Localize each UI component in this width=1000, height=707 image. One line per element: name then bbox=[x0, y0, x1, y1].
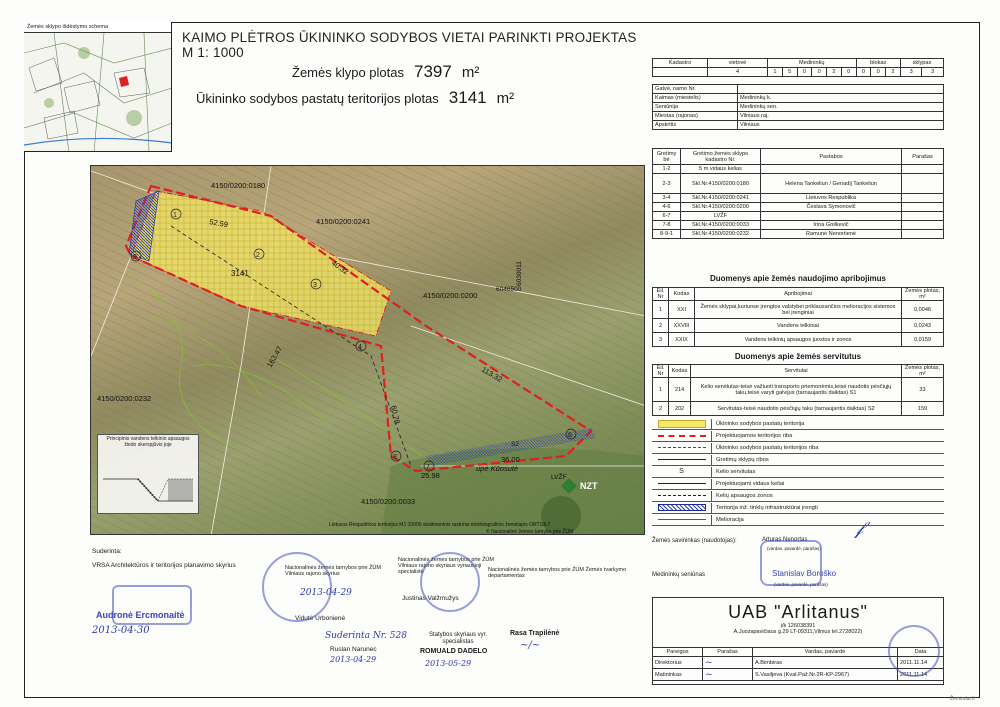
company-role: Matininkas bbox=[653, 669, 703, 681]
company-role: Direktorius bbox=[653, 657, 703, 669]
serv-code: 202 bbox=[669, 402, 691, 416]
neighbor-seg: 8-9-1 bbox=[653, 230, 681, 239]
neighbor-seg: 1-2 bbox=[653, 165, 681, 174]
profile-inset bbox=[97, 434, 199, 514]
area-label-2: Ūkininko sodybos pastatų teritorijos plotas bbox=[196, 91, 439, 106]
serv-area: 33 bbox=[902, 378, 944, 402]
cadastre-digit: 5 bbox=[782, 68, 797, 77]
servitudes-table bbox=[652, 364, 944, 416]
company-signature: ~ bbox=[703, 669, 753, 681]
neighbor-sign bbox=[902, 174, 944, 194]
neighbor-sign bbox=[902, 203, 944, 212]
legend-infrastructure bbox=[652, 502, 944, 514]
svg-text:52.59: 52.59 bbox=[208, 217, 229, 230]
svg-text:6030011: 6030011 bbox=[516, 261, 523, 286]
serv-nr: 2 bbox=[653, 402, 669, 416]
cadastre-h1: vietovė bbox=[708, 59, 768, 68]
neighbor-sign bbox=[902, 194, 944, 203]
svg-text:4: 4 bbox=[358, 344, 362, 351]
restr-code: XXI bbox=[669, 301, 695, 319]
neighbor-seg: 4-6 bbox=[653, 203, 681, 212]
legend-neighbor-boundaries bbox=[652, 454, 944, 466]
svg-text:6: 6 bbox=[568, 432, 572, 439]
legend-label: Kelio servitutas bbox=[716, 468, 756, 475]
owner-signature: 𝒻 bbox=[855, 518, 864, 539]
area-label: 3141 bbox=[231, 269, 249, 278]
restr-nr: 3 bbox=[653, 333, 669, 347]
vrsa-date: 2013-04-30 bbox=[92, 625, 150, 636]
person4-date: 2013-04-29 bbox=[330, 655, 377, 664]
parcel-180-label: 4150/0200:0180 bbox=[211, 181, 266, 190]
legend-label: Gretimų sklypų ribos bbox=[716, 456, 769, 463]
owner-note: (vardas, pavardė, parašas) bbox=[767, 546, 821, 551]
serv-area: 159 bbox=[902, 402, 944, 416]
profile-caption: Principinis vandens telkinio apsaugos žiedo skerspjūvis joje bbox=[106, 436, 190, 448]
neighbor-seg: 7-8 bbox=[653, 221, 681, 230]
cadastre-table bbox=[652, 58, 944, 77]
restrictions-title: Duomenys apie žemės naudojimo apribojimus bbox=[709, 274, 887, 283]
svg-text:LVŽF: LVŽF bbox=[551, 474, 567, 481]
person4-name: Ruslan Narunec bbox=[330, 646, 377, 653]
svg-text:40.32: 40.32 bbox=[329, 258, 351, 277]
area-label-1: Žemės klypo plotas bbox=[292, 65, 404, 80]
statybos-dept: Statybos skyriaus vyr. specialistas bbox=[428, 632, 488, 645]
cadastre-h2: Medininkų bbox=[768, 59, 857, 68]
page-title: KAIMO PLĖTROS ŪKININKO SODYBOS VIETAI PARINKTI PROJEKTAS M 1: 1000 bbox=[182, 30, 637, 60]
serv-h3: Žemės plotas, m² bbox=[902, 365, 944, 378]
svg-text:9: 9 bbox=[133, 254, 137, 261]
servitudes-title: Duomenys apie žemės servitutus bbox=[734, 352, 862, 361]
neighbor-seg: 6-7 bbox=[653, 212, 681, 221]
neighbor-sign bbox=[902, 230, 944, 239]
nzt-mid-person: Justinas Valžmužys bbox=[402, 595, 459, 602]
company-stamp bbox=[888, 625, 940, 677]
area-value-2: 3141 bbox=[448, 88, 487, 107]
legend-melioration bbox=[652, 514, 944, 526]
parcel-200-label: .4150/0200:0200 bbox=[421, 291, 478, 300]
cadastre-h0: Kadastro bbox=[653, 59, 708, 68]
neighbor-note: Lietuvos Respublika bbox=[761, 194, 902, 203]
nzt-left-stamp bbox=[262, 552, 332, 622]
vrsa-dept: VRSA Architektūros ir teritorijos planavimo skyrius bbox=[92, 562, 236, 569]
company-person: S.Vasiljeva (Kval.Paž.Nr.2R-KP-2967) bbox=[753, 669, 898, 681]
company-h2: Vardas, pavardė bbox=[753, 648, 898, 657]
area-unit-1: m² bbox=[461, 64, 480, 81]
neighbor-sign bbox=[902, 221, 944, 230]
restr-nr: 1 bbox=[653, 301, 669, 319]
neighbor-note: Irina Gnilkevič bbox=[761, 221, 902, 230]
company-person: A.Bimbiras bbox=[753, 657, 898, 669]
parcel-033-label: 4150/0200:0033 bbox=[361, 497, 416, 506]
restr-area: 0.0243 bbox=[902, 319, 944, 333]
legend-label: Projektuojami vidaus keliai bbox=[716, 480, 785, 487]
address-label: Kaimas (miestelis) bbox=[653, 94, 738, 103]
restr-code: XXIX bbox=[669, 333, 695, 347]
area-line-1 bbox=[292, 62, 479, 82]
neighbor-seg: 2-3 bbox=[653, 174, 681, 194]
cadastre-digit: 1 bbox=[768, 68, 783, 77]
restr-area: 0.0159 bbox=[902, 333, 944, 347]
restrictions-table bbox=[652, 287, 944, 347]
cadastre-digit: 0 bbox=[856, 68, 871, 77]
company-date: 2011.11.14 bbox=[898, 669, 944, 681]
area-value-1: 7397 bbox=[414, 62, 452, 81]
legend-road-protection bbox=[652, 490, 944, 502]
seniunas-name: Stanislav Boroško bbox=[772, 569, 837, 578]
svg-text:6046500: 6046500 bbox=[496, 286, 522, 293]
svg-text:1: 1 bbox=[173, 212, 177, 219]
legend-project-boundary bbox=[652, 430, 944, 442]
address-value: Vilniaus bbox=[738, 121, 944, 130]
address-label: Miestas (rajonas) bbox=[653, 112, 738, 121]
svg-text:7: 7 bbox=[426, 464, 430, 471]
restr-text: Žemės sklypai,kuriuose įrengtos valstybei priklausančios melioracijos sistemos bei įrenginiai bbox=[695, 301, 902, 319]
address-value: Vilniaus raj. bbox=[738, 112, 944, 121]
company-h0: Pareigos bbox=[653, 648, 703, 657]
neighbor-note bbox=[761, 212, 902, 221]
restr-text: Vandens telkinių apsaugos juostos ir zonos bbox=[695, 333, 902, 347]
statybos-person: ROMUALD DADELO bbox=[420, 648, 488, 655]
neighbor-cad: Skl.Nr.4150/0200:0180 bbox=[681, 174, 761, 194]
svg-text:upė Kūosutė: upė Kūosutė bbox=[476, 464, 519, 473]
neighbor-note: Ramunė Nenortienė bbox=[761, 230, 902, 239]
address-label: Gatvė, namo Nr. bbox=[653, 85, 738, 94]
legend-label: Kelių apsaugos zonos bbox=[716, 492, 773, 499]
legend-road-servitude: S Kelio servitutas bbox=[652, 466, 944, 478]
cadastre-digit: 0 bbox=[797, 68, 812, 77]
seniunija-label: Medininkų seniūnas bbox=[652, 572, 706, 578]
location-schema bbox=[24, 22, 172, 152]
restr-h0: Eil. Nr bbox=[653, 288, 669, 301]
svg-text:S2: S2 bbox=[511, 441, 519, 448]
svg-text:60.78: 60.78 bbox=[389, 404, 402, 425]
area-unit-2: m² bbox=[496, 90, 515, 107]
neighbor-seg: 3-4 bbox=[653, 194, 681, 203]
legend-label: Projektuojamos teritorijos riba bbox=[716, 432, 793, 439]
cadastre-digit: 3 bbox=[922, 68, 944, 77]
cadastre-h3: blokas bbox=[856, 59, 900, 68]
serv-h0: Eil. Nr bbox=[653, 365, 669, 378]
parcel-241-label: 4150/0200:0241 bbox=[316, 217, 371, 226]
restr-nr: 2 bbox=[653, 319, 669, 333]
vrsa-stamp bbox=[112, 585, 192, 625]
company-name: UAB "Arlitanus" bbox=[728, 602, 868, 622]
nzt-right-dept: Nacionalinės žemės tarnybos prie ŽŪM Žemės tvarkymo departamentas bbox=[488, 567, 627, 580]
suderinta-note: Suderinta Nr. 528 bbox=[325, 631, 407, 641]
svg-text:25.98: 25.98 bbox=[421, 471, 440, 480]
svg-text:113.32: 113.32 bbox=[480, 364, 504, 384]
neighbors-h3: Parašas bbox=[902, 149, 944, 165]
restr-area: 0.0046 bbox=[902, 301, 944, 319]
cadastre-digit: 0 bbox=[841, 68, 856, 77]
parcel-232-label: 4150/0200:0232 bbox=[97, 394, 152, 403]
schema-title: Žemės sklypo išdėstymo schema bbox=[24, 22, 171, 33]
legend-label: Ūkininko sodybos pastatų teritorija bbox=[716, 420, 805, 427]
legend-building-territory bbox=[652, 418, 944, 430]
address-label: Seniūnija bbox=[653, 103, 738, 112]
cadastre-spacer bbox=[653, 68, 708, 77]
address-value bbox=[738, 85, 944, 94]
nzt-mid-dept: Nacionalinės žemės tarnybos prie ŽŪM Vilniaus rajono skyriaus vyriausioji specialistė bbox=[398, 557, 494, 576]
seniunija-stamp bbox=[760, 540, 822, 586]
neighbors-table bbox=[652, 148, 944, 239]
serv-h1: Kodas bbox=[669, 365, 691, 378]
owner-name: Arturas Nenortas bbox=[762, 537, 808, 543]
company-h3: Data bbox=[898, 648, 944, 657]
neighbor-cad: Skl.Nr.4150/0200:0232 bbox=[681, 230, 761, 239]
orthophoto-map bbox=[90, 165, 645, 535]
neighbors-h0: Gretimy bė bbox=[653, 149, 681, 165]
owner-label: Žemės savininkas (naudotojas): bbox=[652, 538, 737, 544]
legend-internal-roads bbox=[652, 478, 944, 490]
neighbor-note: Helena Tankeliun / Genadij Tankeliun bbox=[761, 174, 902, 194]
svg-text:36.00: 36.00 bbox=[501, 455, 520, 464]
serv-h2: Servitutai bbox=[691, 365, 902, 378]
cadastre-digit: 0 bbox=[871, 68, 886, 77]
company-signature: ~ bbox=[703, 657, 753, 669]
cadastre-digit: 2 bbox=[827, 68, 842, 77]
schema-map bbox=[24, 33, 172, 152]
ortho-caption: Lietuvos Respublikos teritorijos M1:10000 skaitmeninis rastrinis ortofotografinis žemėlapis ORT10LT bbox=[329, 522, 551, 528]
svg-text:© Nacionalinė žemės tarnyba pr: © Nacionalinė žemės tarnyba prie ŽŪM bbox=[486, 529, 574, 535]
company-address: A.Juozapavičiaus g.29 LT-09311,Vilnius tel.2728022) bbox=[733, 629, 863, 635]
neighbor-cad: Skl.Nr.4150/0200:0033 bbox=[681, 221, 761, 230]
neighbor-cad: Skl.Nr.4150/0200:0200 bbox=[681, 203, 761, 212]
cadastre-digit: 4 bbox=[708, 68, 768, 77]
legend-building-boundary bbox=[652, 442, 944, 454]
svg-text:8: 8 bbox=[393, 454, 397, 461]
nzt-left-person: Vidutė Urbonienė bbox=[295, 615, 346, 622]
restr-h1: Kodas bbox=[669, 288, 695, 301]
svg-text:NZT: NZT bbox=[580, 481, 598, 491]
address-value: Medininkų sen. bbox=[738, 103, 944, 112]
neighbor-note: Česlava Symonovič bbox=[761, 203, 902, 212]
rasa-name: Rasa Trapilėnė bbox=[510, 630, 560, 637]
company-h1: Parašas bbox=[703, 648, 753, 657]
serv-text: Servitutas-teisė naudotis pėsčiųjų taku (tarnaujantis daiktas) S2 bbox=[691, 402, 902, 416]
nzt-mid-stamp bbox=[420, 552, 480, 612]
serv-code: 214 bbox=[669, 378, 691, 402]
address-value: Medininkų k. bbox=[738, 94, 944, 103]
svg-text:2: 2 bbox=[256, 252, 260, 259]
restr-code: XXVIII bbox=[669, 319, 695, 333]
seniunas-note: (vardas, pavardė, parašas) bbox=[774, 582, 828, 587]
company-code: į/k 126038391 bbox=[780, 623, 816, 629]
legend-label: Melioracija bbox=[716, 516, 744, 523]
nzt-left-date: 2013-04-29 bbox=[300, 588, 352, 598]
statybos-date: 2013-05-29 bbox=[425, 659, 472, 668]
svg-text:3: 3 bbox=[313, 282, 317, 289]
cadastre-h4: sklypas bbox=[900, 59, 943, 68]
svg-text:163.47: 163.47 bbox=[264, 344, 285, 369]
address-label: Apskritis bbox=[653, 121, 738, 130]
cadastre-digit: 0 bbox=[812, 68, 827, 77]
neighbor-sign bbox=[902, 212, 944, 221]
serv-nr: 1 bbox=[653, 378, 669, 402]
company-date: 2011.11.14 bbox=[898, 657, 944, 669]
neighbor-cad: Skl.Nr.4150/0200:0241 bbox=[681, 194, 761, 203]
neighbor-note bbox=[761, 165, 902, 174]
legend-label: Teritorija inž. tinklų infrastruktūrai įrengti bbox=[716, 504, 818, 511]
neighbor-cad: LVŽF bbox=[681, 212, 761, 221]
rasa-signature: ~/~ bbox=[520, 640, 541, 651]
nzt-left-dept: Nacionalinės žemės tarnybos prie ŽŪM Vilniaus rajono skyrius bbox=[285, 565, 381, 578]
corner-note: Žemindar.lt bbox=[950, 696, 975, 702]
neighbors-h1: Gretimo žemės sklypo kadastro Nr. bbox=[681, 149, 761, 165]
cadastre-digit: 3 bbox=[900, 68, 922, 77]
restr-text: Vandens telkiniai bbox=[695, 319, 902, 333]
legend-label: Ūkininko sodybos pastatų teritorijos riba bbox=[716, 444, 819, 451]
neighbor-cad: 5 m vidaus kelias bbox=[681, 165, 761, 174]
neighbor-sign bbox=[902, 165, 944, 174]
vrsa-person: Audronė Ercmonaitė bbox=[96, 610, 185, 620]
approvals-header: Suderinta: bbox=[92, 548, 122, 555]
cadastre-digit: 2 bbox=[886, 68, 901, 77]
neighbors-h2: Pastabos bbox=[761, 149, 902, 165]
restr-h3: Žemės plotas, m² bbox=[902, 288, 944, 301]
schema-parcel-marker bbox=[119, 76, 129, 87]
address-table bbox=[652, 84, 944, 130]
serv-text: Kelio servitutas-teisė važiuoti transporto priemonėmis,teisė naudotis pėsčiųjų taku,teisė varyti galvijus (tarnaujantis daiktas) S1 bbox=[691, 378, 902, 402]
area-line-2 bbox=[196, 88, 514, 108]
restr-h2: Apribojimai bbox=[695, 288, 902, 301]
